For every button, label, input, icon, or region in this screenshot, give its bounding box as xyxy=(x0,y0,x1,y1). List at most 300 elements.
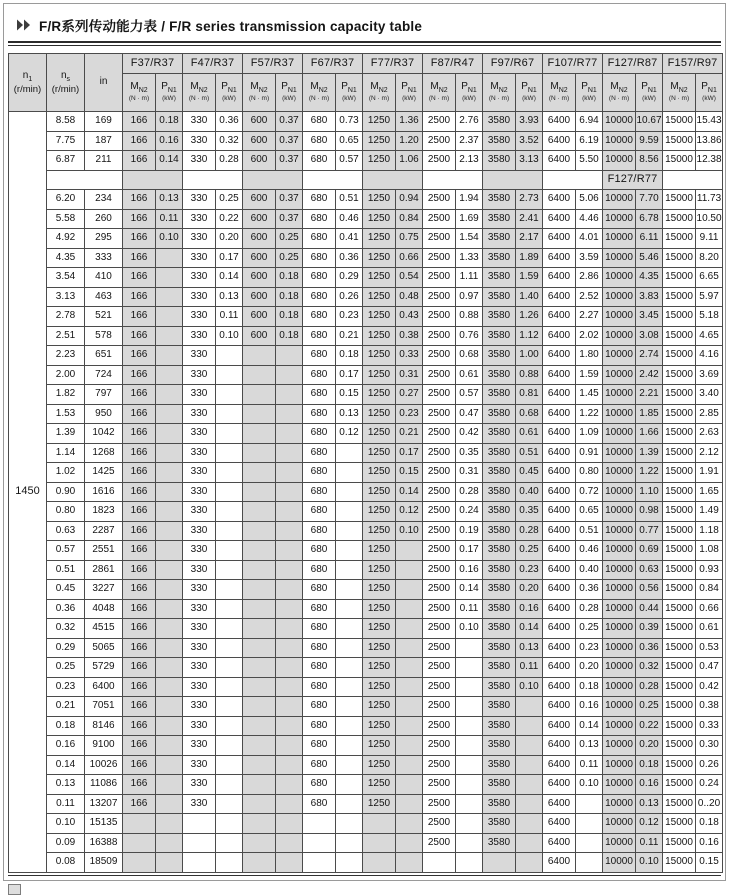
ratio-cell: 1042 xyxy=(85,424,123,444)
mn2-cell: 2500 xyxy=(423,385,456,405)
mn2-cell xyxy=(243,619,276,639)
ratio-cell: 13207 xyxy=(85,794,123,814)
header-in: in xyxy=(85,54,123,112)
mn2-cell: 2500 xyxy=(423,112,456,132)
table-row xyxy=(9,482,723,502)
pn1-cell: 3.52 xyxy=(516,131,543,151)
pn1-cell: 0.54 xyxy=(396,268,423,288)
ns-cell: 7.75 xyxy=(47,131,85,151)
mn2-cell: 166 xyxy=(123,658,156,678)
pn1-cell: 0.14 xyxy=(456,580,483,600)
mn2-cell: 680 xyxy=(303,346,336,366)
mn2-cell: 2500 xyxy=(423,248,456,268)
pn1-cell xyxy=(336,619,363,639)
mn2-cell: 600 xyxy=(243,151,276,171)
mn2-cell: 2500 xyxy=(423,268,456,288)
mn2-cell: 330 xyxy=(183,463,216,483)
mn2-cell: 166 xyxy=(123,443,156,463)
mn2-cell: 6400 xyxy=(543,521,576,541)
table-row xyxy=(9,521,723,541)
pn1-cell: 0.26 xyxy=(336,287,363,307)
mn2-cell: 166 xyxy=(123,580,156,600)
pn1-cell xyxy=(276,580,303,600)
mn2-cell: 680 xyxy=(303,619,336,639)
mn2-cell: 3580 xyxy=(483,385,516,405)
pn1-cell: 4.16 xyxy=(696,346,723,366)
mn2-cell: 3580 xyxy=(483,131,516,151)
pn1-cell xyxy=(156,677,183,697)
mn2-cell: 6400 xyxy=(543,775,576,795)
pn1-cell xyxy=(276,716,303,736)
pn1-cell: 0.28 xyxy=(456,482,483,502)
mn2-cell: 2500 xyxy=(423,209,456,229)
pn1-cell xyxy=(216,697,243,717)
pn1-cell: 1.06 xyxy=(396,151,423,171)
subheader-mn2: $M_{N2}$ (N · m) xyxy=(603,74,636,112)
ratio-cell: 7051 xyxy=(85,697,123,717)
mn2-cell: 3580 xyxy=(483,209,516,229)
pn1-cell xyxy=(456,677,483,697)
mn2-cell: 600 xyxy=(243,112,276,132)
pn1-cell: 0.40 xyxy=(516,482,543,502)
pn1-cell xyxy=(156,833,183,853)
mn2-cell: 1250 xyxy=(363,151,396,171)
ratio-cell: 9100 xyxy=(85,736,123,756)
ns-cell: 0.08 xyxy=(47,853,85,873)
mn2-cell: 6400 xyxy=(543,677,576,697)
mn2-cell: 166 xyxy=(123,482,156,502)
mn2-cell: 680 xyxy=(303,443,336,463)
mn2-cell: 1250 xyxy=(363,443,396,463)
mn2-cell: 166 xyxy=(123,463,156,483)
mn2-cell: 2500 xyxy=(423,151,456,171)
mn2-cell: 3580 xyxy=(483,677,516,697)
mn2-cell: 6400 xyxy=(543,482,576,502)
ns-cell: 0.14 xyxy=(47,755,85,775)
mn2-cell: 15000 xyxy=(663,346,696,366)
pn1-cell: 0.10 xyxy=(396,521,423,541)
mn2-cell: 330 xyxy=(183,677,216,697)
pn1-cell: 1.39 xyxy=(636,443,663,463)
pn1-cell: 0.18 xyxy=(276,307,303,327)
ns-cell: 0.51 xyxy=(47,560,85,580)
mn2-cell: 15000 xyxy=(663,287,696,307)
mn2-cell: 15000 xyxy=(663,248,696,268)
mn2-cell: 10000 xyxy=(603,346,636,366)
mn2-cell: 166 xyxy=(123,404,156,424)
table-row xyxy=(9,112,723,132)
mn2-cell: 1250 xyxy=(363,482,396,502)
pn1-cell: 0.20 xyxy=(636,736,663,756)
mn2-cell: 6400 xyxy=(543,833,576,853)
pn1-cell xyxy=(276,346,303,366)
table-row xyxy=(9,385,723,405)
pn1-cell xyxy=(216,560,243,580)
mn2-cell: 2500 xyxy=(423,794,456,814)
mn2-cell: 6400 xyxy=(543,131,576,151)
mn2-cell: 2500 xyxy=(423,424,456,444)
pn1-cell: 0.63 xyxy=(636,560,663,580)
mn2-cell: 3580 xyxy=(483,697,516,717)
mn2-cell: 15000 xyxy=(663,326,696,346)
mn2-cell: 15000 xyxy=(663,482,696,502)
pn1-cell: 0.45 xyxy=(516,463,543,483)
mn2-cell: 166 xyxy=(123,736,156,756)
ratio-cell: 5729 xyxy=(85,658,123,678)
pn1-cell xyxy=(396,794,423,814)
double-chevron-icon xyxy=(17,19,32,31)
pn1-cell xyxy=(336,853,363,873)
table-row xyxy=(9,131,723,151)
table-row xyxy=(9,268,723,288)
mn2-cell: 330 xyxy=(183,521,216,541)
mn2-cell: 600 xyxy=(243,326,276,346)
pn1-cell xyxy=(516,736,543,756)
pn1-cell: 0.18 xyxy=(636,755,663,775)
mn2-cell: 166 xyxy=(123,365,156,385)
pn1-cell xyxy=(456,716,483,736)
pn1-cell: 12.38 xyxy=(696,151,723,171)
mn2-cell: 330 xyxy=(183,229,216,249)
mn2-cell: 3580 xyxy=(483,365,516,385)
mn2-cell xyxy=(183,833,216,853)
ns-cell: 0.63 xyxy=(47,521,85,541)
ns-cell: 2.23 xyxy=(47,346,85,366)
table-row xyxy=(9,190,723,210)
pn1-cell xyxy=(156,404,183,424)
mn2-cell: 10000 xyxy=(603,365,636,385)
ns-cell: 0.10 xyxy=(47,814,85,834)
pn1-cell: 0.10 xyxy=(156,229,183,249)
mn2-cell: 1250 xyxy=(363,424,396,444)
pn1-cell xyxy=(276,404,303,424)
ns-cell: 2.00 xyxy=(47,365,85,385)
mn2-cell: 166 xyxy=(123,697,156,717)
mn2-cell: 1250 xyxy=(363,268,396,288)
mn2-cell: 15000 xyxy=(663,697,696,717)
mn2-cell: 6400 xyxy=(543,112,576,132)
pn1-cell xyxy=(276,385,303,405)
mn2-cell: 3580 xyxy=(483,190,516,210)
mn2-cell: 330 xyxy=(183,697,216,717)
pn1-cell: 0.66 xyxy=(696,599,723,619)
mn2-cell: 15000 xyxy=(663,794,696,814)
pn1-cell xyxy=(276,463,303,483)
mn2-cell: 3580 xyxy=(483,463,516,483)
group-header-f37-r37: F37/R37 xyxy=(123,54,183,74)
ns-cell: 0.09 xyxy=(47,833,85,853)
mn2-cell: 680 xyxy=(303,775,336,795)
mn2-cell: 10000 xyxy=(603,794,636,814)
separator-cell xyxy=(183,170,243,190)
mn2-cell xyxy=(423,853,456,873)
pn1-cell: 0.94 xyxy=(396,190,423,210)
pn1-cell: 0.25 xyxy=(276,248,303,268)
ns-cell: 6.20 xyxy=(47,190,85,210)
mn2-cell: 3580 xyxy=(483,443,516,463)
table-row xyxy=(9,794,723,814)
mn2-cell: 2500 xyxy=(423,190,456,210)
ratio-cell: 2861 xyxy=(85,560,123,580)
mn2-cell: 2500 xyxy=(423,560,456,580)
mn2-cell: 166 xyxy=(123,716,156,736)
pn1-cell: 0.48 xyxy=(396,287,423,307)
mn2-cell: 166 xyxy=(123,190,156,210)
pn1-cell: 1.11 xyxy=(456,268,483,288)
pn1-cell: 1.54 xyxy=(456,229,483,249)
ratio-cell: 521 xyxy=(85,307,123,327)
mn2-cell: 680 xyxy=(303,287,336,307)
mn2-cell xyxy=(123,814,156,834)
pn1-cell xyxy=(276,697,303,717)
mn2-cell: 600 xyxy=(243,268,276,288)
pn1-cell: 1.09 xyxy=(576,424,603,444)
mn2-cell: 330 xyxy=(183,424,216,444)
pn1-cell: 0.18 xyxy=(156,112,183,132)
ns-cell: 0.23 xyxy=(47,677,85,697)
mn2-cell: 3580 xyxy=(483,794,516,814)
mn2-cell: 15000 xyxy=(663,365,696,385)
pn1-cell xyxy=(516,697,543,717)
pn1-cell: 0.77 xyxy=(636,521,663,541)
pn1-cell xyxy=(156,638,183,658)
pn1-cell: 0.13 xyxy=(636,794,663,814)
pn1-cell xyxy=(216,365,243,385)
mn2-cell xyxy=(243,521,276,541)
pn1-cell xyxy=(156,580,183,600)
mn2-cell: 1250 xyxy=(363,131,396,151)
mn2-cell: 680 xyxy=(303,112,336,132)
pn1-cell: 0.57 xyxy=(336,151,363,171)
mn2-cell xyxy=(243,580,276,600)
pn1-cell: 1.33 xyxy=(456,248,483,268)
mn2-cell: 6400 xyxy=(543,443,576,463)
pn1-cell: 0.18 xyxy=(276,287,303,307)
mn2-cell: 15000 xyxy=(663,112,696,132)
pn1-cell: 1.59 xyxy=(516,268,543,288)
mn2-cell: 680 xyxy=(303,736,336,756)
pn1-cell: 2.73 xyxy=(516,190,543,210)
group-header-f157-r97: F157/R97 xyxy=(663,54,723,74)
pn1-cell xyxy=(336,736,363,756)
pn1-cell: 1.10 xyxy=(636,482,663,502)
subheader-mn2: $M_{N2}$ (N · m) xyxy=(303,74,336,112)
subheader-mn2: $M_{N2}$ (N · m) xyxy=(663,74,696,112)
table-row xyxy=(9,541,723,561)
pn1-cell: 0.69 xyxy=(636,541,663,561)
pn1-cell xyxy=(396,716,423,736)
pn1-cell xyxy=(156,560,183,580)
pn1-cell: 6.65 xyxy=(696,268,723,288)
mn2-cell: 6400 xyxy=(543,209,576,229)
mn2-cell: 15000 xyxy=(663,268,696,288)
ratio-cell: 15135 xyxy=(85,814,123,834)
pn1-cell xyxy=(156,248,183,268)
mn2-cell: 10000 xyxy=(603,677,636,697)
pn1-cell: 0.32 xyxy=(636,658,663,678)
pn1-cell: 2.74 xyxy=(636,346,663,366)
mn2-cell: 680 xyxy=(303,404,336,424)
table-row xyxy=(9,619,723,639)
mn2-cell: 680 xyxy=(303,697,336,717)
mn2-cell: 166 xyxy=(123,638,156,658)
mn2-cell: 330 xyxy=(183,190,216,210)
table-row xyxy=(9,326,723,346)
mn2-cell: 2500 xyxy=(423,658,456,678)
mn2-cell: 6400 xyxy=(543,580,576,600)
pn1-cell: 0.13 xyxy=(216,287,243,307)
mn2-cell: 15000 xyxy=(663,638,696,658)
pn1-cell: 0.29 xyxy=(336,268,363,288)
mn2-cell: 330 xyxy=(183,638,216,658)
mn2-cell: 10000 xyxy=(603,424,636,444)
mn2-cell: 330 xyxy=(183,131,216,151)
mn2-cell: 10000 xyxy=(603,638,636,658)
ratio-cell: 333 xyxy=(85,248,123,268)
mn2-cell: 600 xyxy=(243,209,276,229)
pn1-cell: 0.36 xyxy=(636,638,663,658)
mn2-cell xyxy=(243,775,276,795)
pn1-cell xyxy=(156,599,183,619)
mn2-cell: 166 xyxy=(123,248,156,268)
ns-cell: 0.29 xyxy=(47,638,85,658)
pn1-cell: 0.37 xyxy=(276,151,303,171)
pn1-cell: 0.37 xyxy=(276,112,303,132)
pn1-cell: 0.88 xyxy=(456,307,483,327)
subheader-pn1: $P_{N1}$ (kW) xyxy=(456,74,483,112)
pn1-cell xyxy=(156,385,183,405)
mn2-cell: 2500 xyxy=(423,619,456,639)
mn2-cell: 6400 xyxy=(543,736,576,756)
ns-cell: 1.82 xyxy=(47,385,85,405)
mn2-cell: 680 xyxy=(303,229,336,249)
pn1-cell: 1.89 xyxy=(516,248,543,268)
pn1-cell: 0.28 xyxy=(636,677,663,697)
mn2-cell: 3580 xyxy=(483,716,516,736)
mn2-cell: 1250 xyxy=(363,697,396,717)
pn1-cell: 0.18 xyxy=(276,326,303,346)
n1-value-cell: 1450 xyxy=(9,112,47,873)
mn2-cell: 3580 xyxy=(483,541,516,561)
pn1-cell: 6.11 xyxy=(636,229,663,249)
mn2-cell: 166 xyxy=(123,502,156,522)
ratio-cell: 797 xyxy=(85,385,123,405)
separator-label-cell: F127/R77 xyxy=(603,170,663,190)
pn1-cell: 0.23 xyxy=(396,404,423,424)
mn2-cell: 6400 xyxy=(543,229,576,249)
table-row xyxy=(9,151,723,171)
ns-cell: 3.13 xyxy=(47,287,85,307)
pn1-cell: 0.10 xyxy=(576,775,603,795)
mn2-cell: 6400 xyxy=(543,560,576,580)
pn1-cell: 0..20 xyxy=(696,794,723,814)
title-divider xyxy=(8,41,721,46)
subheader-pn1: $P_{N1}$ (kW) xyxy=(336,74,363,112)
mn2-cell: 10000 xyxy=(603,307,636,327)
mn2-cell: 600 xyxy=(243,307,276,327)
mn2-cell xyxy=(363,814,396,834)
pn1-cell: 0.31 xyxy=(396,365,423,385)
mn2-cell: 166 xyxy=(123,677,156,697)
pn1-cell: 0.39 xyxy=(636,619,663,639)
pn1-cell xyxy=(216,463,243,483)
pn1-cell: 2.21 xyxy=(636,385,663,405)
mn2-cell: 166 xyxy=(123,775,156,795)
pn1-cell: 0.84 xyxy=(396,209,423,229)
mn2-cell: 15000 xyxy=(663,599,696,619)
mn2-cell: 1250 xyxy=(363,599,396,619)
mn2-cell: 166 xyxy=(123,229,156,249)
mn2-cell: 15000 xyxy=(663,131,696,151)
mn2-cell: 10000 xyxy=(603,560,636,580)
mn2-cell: 680 xyxy=(303,580,336,600)
pn1-cell xyxy=(456,755,483,775)
mn2-cell xyxy=(243,697,276,717)
mn2-cell: 1250 xyxy=(363,463,396,483)
pn1-cell xyxy=(516,716,543,736)
mn2-cell: 330 xyxy=(183,268,216,288)
mn2-cell: 3580 xyxy=(483,521,516,541)
mn2-cell: 166 xyxy=(123,287,156,307)
mn2-cell xyxy=(483,853,516,873)
pn1-cell xyxy=(336,638,363,658)
pn1-cell xyxy=(216,502,243,522)
pn1-cell xyxy=(156,268,183,288)
mn2-cell: 6400 xyxy=(543,658,576,678)
mn2-cell: 330 xyxy=(183,209,216,229)
pn1-cell xyxy=(216,521,243,541)
mn2-cell: 166 xyxy=(123,424,156,444)
subheader-mn2: $M_{N2}$ (N · m) xyxy=(183,74,216,112)
subheader-pn1: $P_{N1}$ (kW) xyxy=(276,74,303,112)
pn1-cell: 11.73 xyxy=(696,190,723,210)
pn1-cell: 0.12 xyxy=(396,502,423,522)
mn2-cell: 2500 xyxy=(423,482,456,502)
ns-cell: 8.58 xyxy=(47,112,85,132)
mn2-cell: 15000 xyxy=(663,580,696,600)
pn1-cell: 0.11 xyxy=(516,658,543,678)
pn1-cell: 0.16 xyxy=(456,560,483,580)
mn2-cell: 6400 xyxy=(543,716,576,736)
mn2-cell xyxy=(243,599,276,619)
pn1-cell xyxy=(156,502,183,522)
mn2-cell: 10000 xyxy=(603,131,636,151)
pn1-cell xyxy=(396,833,423,853)
pn1-cell: 1.20 xyxy=(396,131,423,151)
pn1-cell xyxy=(276,541,303,561)
subheader-pn1: $P_{N1}$ (kW) xyxy=(576,74,603,112)
mn2-cell: 330 xyxy=(183,443,216,463)
pn1-cell: 0.30 xyxy=(696,736,723,756)
mn2-cell xyxy=(123,833,156,853)
mn2-cell: 680 xyxy=(303,151,336,171)
pn1-cell: 0.11 xyxy=(156,209,183,229)
pn1-cell: 1.91 xyxy=(696,463,723,483)
pn1-cell xyxy=(216,794,243,814)
mn2-cell xyxy=(183,853,216,873)
pn1-cell xyxy=(276,599,303,619)
pn1-cell xyxy=(456,775,483,795)
subheader-pn1: $P_{N1}$ (kW) xyxy=(396,74,423,112)
pn1-cell: 0.68 xyxy=(456,346,483,366)
mn2-cell: 3580 xyxy=(483,151,516,171)
pn1-cell: 3.83 xyxy=(636,287,663,307)
mn2-cell: 6400 xyxy=(543,424,576,444)
mn2-cell xyxy=(243,638,276,658)
mn2-cell: 330 xyxy=(183,541,216,561)
mn2-cell: 2500 xyxy=(423,307,456,327)
pn1-cell xyxy=(156,365,183,385)
